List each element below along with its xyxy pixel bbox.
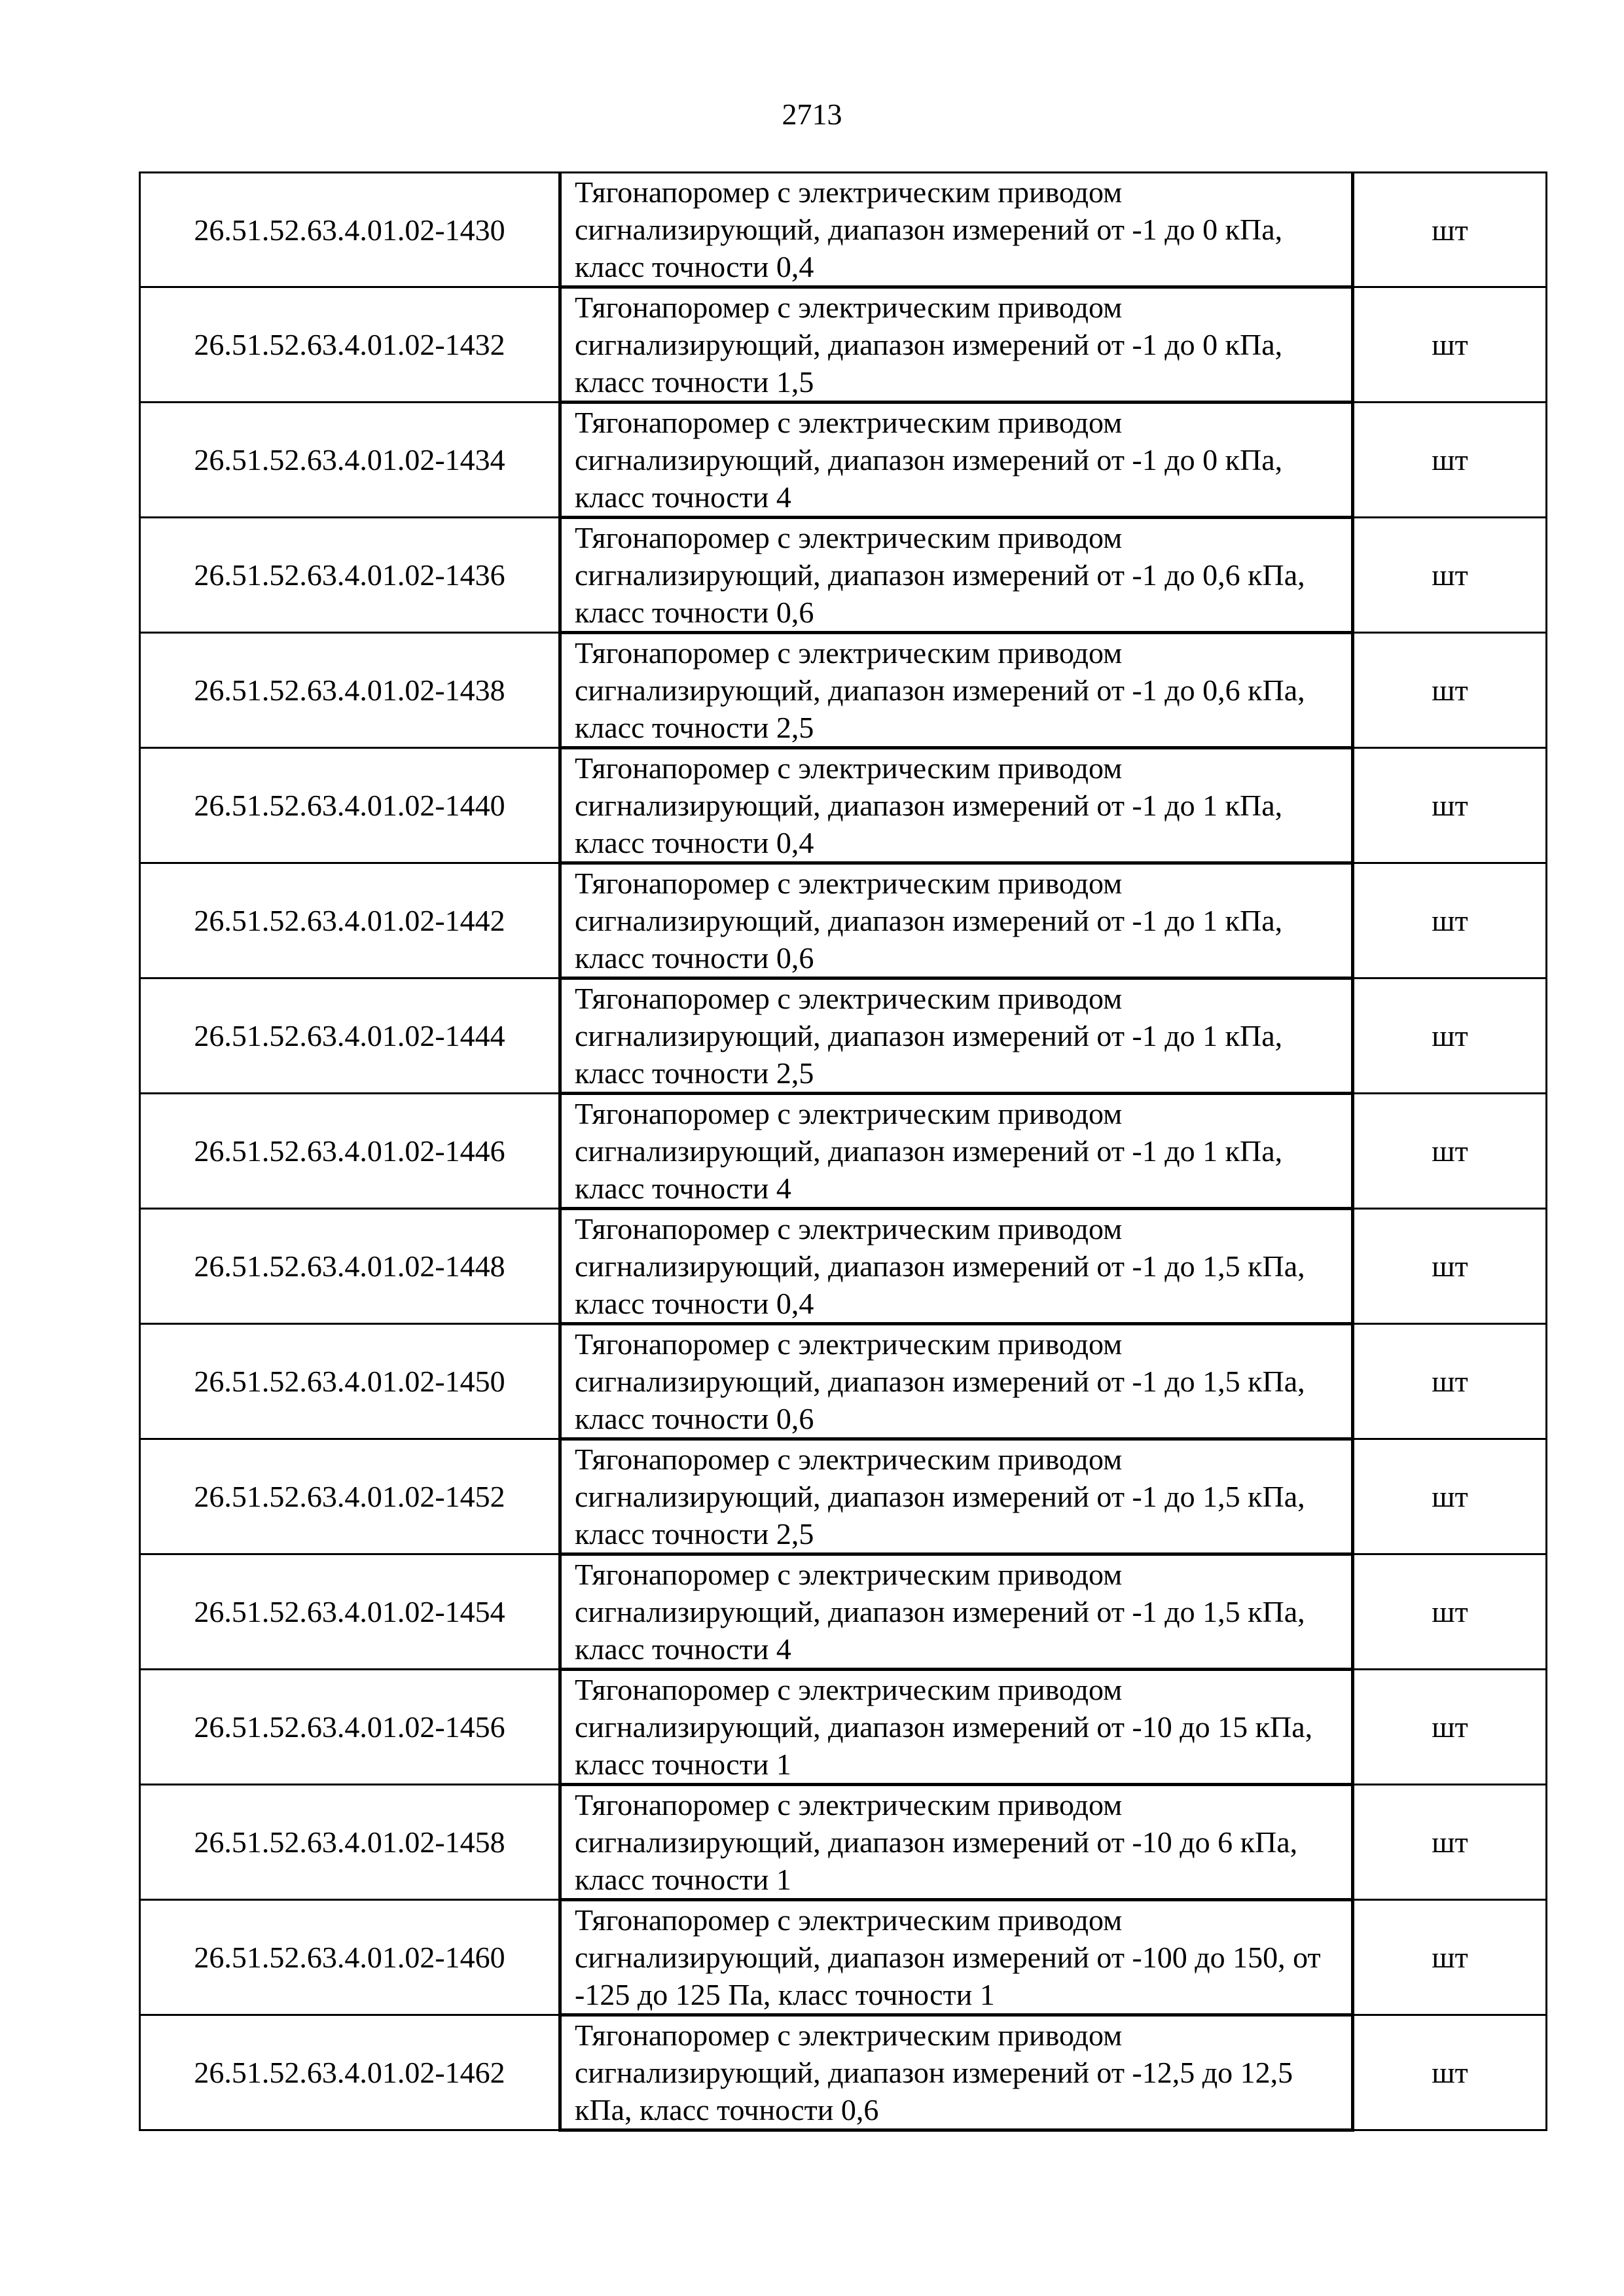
item-unit: шт	[1353, 633, 1547, 748]
item-unit: шт	[1353, 1324, 1547, 1439]
table-row	[140, 1439, 1547, 1554]
item-description: Тягонапоромер с электрическим приводом сигнализирующий, диапазон измерений от -1 до 0,6 кПа, класс точности 0,6	[560, 518, 1353, 633]
table-row	[140, 518, 1547, 633]
item-code: 26.51.52.63.4.01.02-1448	[140, 1209, 560, 1324]
table-row	[140, 1209, 1547, 1324]
item-description: Тягонапоромер с электрическим приводом сигнализирующий, диапазон измерений от -1 до 1 кПа, класс точности 0,6	[560, 863, 1353, 978]
item-unit: шт	[1353, 518, 1547, 633]
table-row	[140, 1785, 1547, 1900]
item-code: 26.51.52.63.4.01.02-1456	[140, 1670, 560, 1785]
item-unit: шт	[1353, 1785, 1547, 1900]
item-unit: шт	[1353, 978, 1547, 1094]
table-row	[140, 173, 1547, 287]
item-description: Тягонапоромер с электрическим приводом сигнализирующий, диапазон измерений от -10 до 15 кПа, класс точности 1	[560, 1670, 1353, 1785]
item-description: Тягонапоромер с электрическим приводом сигнализирующий, диапазон измерений от -10 до 6 кПа, класс точности 1	[560, 1785, 1353, 1900]
item-code: 26.51.52.63.4.01.02-1444	[140, 978, 560, 1094]
catalog-table-body	[140, 173, 1547, 2130]
item-code: 26.51.52.63.4.01.02-1460	[140, 1900, 560, 2015]
item-unit: шт	[1353, 863, 1547, 978]
item-code: 26.51.52.63.4.01.02-1462	[140, 2015, 560, 2130]
item-code: 26.51.52.63.4.01.02-1440	[140, 748, 560, 863]
item-code: 26.51.52.63.4.01.02-1442	[140, 863, 560, 978]
item-description: Тягонапоромер с электрическим приводом сигнализирующий, диапазон измерений от -1 до 1 кПа, класс точности 2,5	[560, 978, 1353, 1094]
table-row	[140, 748, 1547, 863]
item-description: Тягонапоромер с электрическим приводом сигнализирующий, диапазон измерений от -1 до 0 кПа, класс точности 4	[560, 403, 1353, 518]
item-unit: шт	[1353, 173, 1547, 287]
item-description: Тягонапоромер с электрическим приводом сигнализирующий, диапазон измерений от -1 до 1 кПа, класс точности 0,4	[560, 748, 1353, 863]
table-row	[140, 403, 1547, 518]
item-code: 26.51.52.63.4.01.02-1450	[140, 1324, 560, 1439]
item-description: Тягонапоромер с электрическим приводом сигнализирующий, диапазон измерений от -100 до 150, от -125 до 125 Па, класс точности 1	[560, 1900, 1353, 2015]
table-row	[140, 287, 1547, 403]
item-unit: шт	[1353, 1094, 1547, 1209]
item-description: Тягонапоромер с электрическим приводом сигнализирующий, диапазон измерений от -1 до 0,6 кПа, класс точности 2,5	[560, 633, 1353, 748]
table-row	[140, 1554, 1547, 1670]
table-row	[140, 863, 1547, 978]
table-row	[140, 1900, 1547, 2015]
item-unit: шт	[1353, 1209, 1547, 1324]
table-row	[140, 1324, 1547, 1439]
item-description: Тягонапоромер с электрическим приводом сигнализирующий, диапазон измерений от -12,5 до 12,5 кПа, класс точности 0,6	[560, 2015, 1353, 2130]
item-code: 26.51.52.63.4.01.02-1446	[140, 1094, 560, 1209]
item-code: 26.51.52.63.4.01.02-1432	[140, 287, 560, 403]
page-number: 2713	[782, 98, 842, 131]
item-description: Тягонапоромер с электрическим приводом сигнализирующий, диапазон измерений от -1 до 1,5 кПа, класс точности 0,6	[560, 1324, 1353, 1439]
item-code: 26.51.52.63.4.01.02-1436	[140, 518, 560, 633]
table-row	[140, 1670, 1547, 1785]
item-unit: шт	[1353, 403, 1547, 518]
item-code: 26.51.52.63.4.01.02-1434	[140, 403, 560, 518]
item-unit: шт	[1353, 1439, 1547, 1554]
item-description: Тягонапоромер с электрическим приводом сигнализирующий, диапазон измерений от -1 до 1,5 кПа, класс точности 2,5	[560, 1439, 1353, 1554]
item-unit: шт	[1353, 1670, 1547, 1785]
catalog-table	[139, 171, 1547, 2132]
item-unit: шт	[1353, 287, 1547, 403]
item-description: Тягонапоромер с электрическим приводом сигнализирующий, диапазон измерений от -1 до 1,5 кПа, класс точности 4	[560, 1554, 1353, 1670]
item-code: 26.51.52.63.4.01.02-1458	[140, 1785, 560, 1900]
table-row	[140, 633, 1547, 748]
item-description: Тягонапоромер с электрическим приводом сигнализирующий, диапазон измерений от -1 до 0 кПа, класс точности 0,4	[560, 173, 1353, 287]
item-description: Тягонапоромер с электрическим приводом сигнализирующий, диапазон измерений от -1 до 1 кПа, класс точности 4	[560, 1094, 1353, 1209]
item-description: Тягонапоромер с электрическим приводом сигнализирующий, диапазон измерений от -1 до 1,5 кПа, класс точности 0,4	[560, 1209, 1353, 1324]
item-unit: шт	[1353, 2015, 1547, 2130]
table-row	[140, 978, 1547, 1094]
item-description: Тягонапоромер с электрическим приводом сигнализирующий, диапазон измерений от -1 до 0 кПа, класс точности 1,5	[560, 287, 1353, 403]
item-unit: шт	[1353, 1900, 1547, 2015]
item-unit: шт	[1353, 748, 1547, 863]
item-code: 26.51.52.63.4.01.02-1452	[140, 1439, 560, 1554]
table-row	[140, 1094, 1547, 1209]
item-code: 26.51.52.63.4.01.02-1454	[140, 1554, 560, 1670]
item-unit: шт	[1353, 1554, 1547, 1670]
item-code: 26.51.52.63.4.01.02-1430	[140, 173, 560, 287]
item-code: 26.51.52.63.4.01.02-1438	[140, 633, 560, 748]
table-row	[140, 2015, 1547, 2130]
